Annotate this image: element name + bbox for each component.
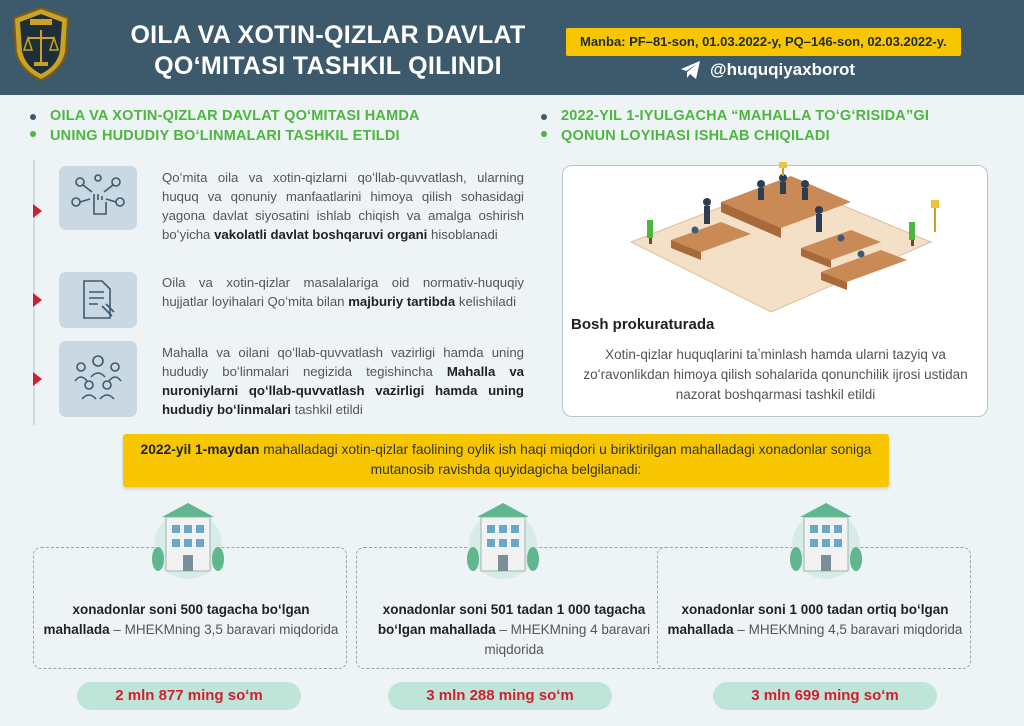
tier-1-bold: xonadonlar soni 500 tagacha boʻlgan mahallada <box>43 602 310 637</box>
apartment-building-icon <box>786 497 866 579</box>
item-1-tail: hisoblanadi <box>427 227 498 242</box>
title-line-2: QOʻMITASI TASHKIL QILINDI <box>154 52 502 80</box>
left-title-bullets <box>30 114 36 137</box>
amount-pill-3: 3 mln 699 ming soʻm <box>713 682 937 710</box>
telegram-icon <box>680 60 702 80</box>
tier-2-bold: xonadonlar soni 501 tadan 1 000 tagacha boʻlgan mahallada <box>377 602 646 637</box>
tier-3-rest: – MHEKMning 4,5 baravari miqdorida <box>733 622 963 637</box>
right-title-line-2: QONUN LOYIHASI ISHLAB CHIQILADI <box>561 128 830 144</box>
timeline-marker <box>33 204 42 218</box>
item-3-bold: Mahalla va nuroniylarni qoʻllab-quvvatlash vazirligi hamda uning hududiy boʻlinmalari <box>162 364 524 417</box>
right-section-title <box>561 106 929 146</box>
item-icon-box <box>59 166 137 230</box>
source-badge: Manba: PF–81-son, 01.03.2022-y, PQ–146-son, 02.03.2022-y. <box>566 28 961 56</box>
item-2-tail: kelishiladi <box>455 294 517 309</box>
bullet-dot <box>30 114 36 120</box>
title-line-1: OILA VA XOTIN-QIZLAR DAVLAT <box>130 21 526 49</box>
hand-network-icon <box>70 172 126 224</box>
tier-1-text <box>38 600 344 640</box>
card-heading: Bosh prokuraturada <box>571 316 715 333</box>
document-stamp-icon <box>78 278 118 322</box>
people-group-icon <box>69 349 127 409</box>
amount-pill-1: 2 mln 877 ming soʻm <box>77 682 301 710</box>
tier-1-rest: – MHEKMning 3,5 baravari miqdorida <box>109 622 339 637</box>
right-title-bullets <box>541 114 547 137</box>
apartment-building-icon <box>463 497 543 579</box>
header <box>0 0 1024 95</box>
left-title-line-1: OILA VA XOTIN-QIZLAR DAVLAT QOʻMITASI HAMDA <box>50 108 420 124</box>
timeline-marker <box>33 372 42 386</box>
apartment-building-icon <box>148 497 228 579</box>
item-text-2 <box>162 273 524 311</box>
tier-2-rest: – MHEKMning 4 baravari miqdorida <box>484 622 651 657</box>
prosecutor-card <box>562 165 988 417</box>
bullet-dot <box>541 114 547 120</box>
item-1-bold: vakolatli davlat boshqaruvi organi <box>214 227 428 242</box>
item-2-bold: majburiy tartibda <box>348 294 456 309</box>
item-icon-box <box>59 341 137 417</box>
item-1-text: Qoʻmita oila va xotin-qizlarni qoʻllab-quvvatlash, ularning huquq va qonuniy manfaatlarini himoya qilish sohasidagi yagona davlat siyosatini ishlab chiqish va amalga oshirish boʻyicha <box>162 170 524 242</box>
item-text-1 <box>162 168 524 244</box>
item-text-3 <box>162 343 524 419</box>
bullet-dot <box>541 131 547 137</box>
courtroom-illustration <box>611 162 941 312</box>
left-title-line-2: UNING HUDUDIY BOʻLINMALARI TASHKIL ETILDI <box>50 128 400 144</box>
timeline-marker <box>33 293 42 307</box>
banner-bold: 2022-yil 1-maydan <box>140 442 260 457</box>
item-2-text: Oila va xotin-qizlar masalalariga oid normativ-huquqiy hujjatlar loyihalari Qoʻmita bilan <box>162 275 524 309</box>
bullet-dot <box>30 131 36 137</box>
page-title <box>88 20 568 82</box>
tier-3-text <box>662 600 968 640</box>
tier-3-bold: xonadonlar soni 1 000 tadan ortiq boʻlgan mahallada <box>667 602 949 637</box>
right-title-line-1: 2022-YIL 1-IYULGACHA “MAHALLA TOʻGʻRISIDA”GI <box>561 108 930 124</box>
telegram-handle: @huquqiyaxborot <box>710 60 856 79</box>
telegram-link[interactable] <box>680 60 855 80</box>
item-icon-box <box>59 272 137 328</box>
emblem-icon <box>10 6 72 82</box>
banner-text: mahalladagi xotin-qizlar faolining oylik ish haqi miqdori u biriktirilgan mahalladagi xonadonlar soniga mutanosib ravishda quyidagicha belgilanadi: <box>259 442 872 477</box>
salary-banner <box>123 434 889 487</box>
item-3-text: Mahalla va oilani qoʻllab-quvvatlash vazirligi hamda uning hududiy boʻlinmalari negizida tegishincha <box>162 345 524 379</box>
amount-pill-2: 3 mln 288 ming soʻm <box>388 682 612 710</box>
item-3-tail: tashkil etildi <box>290 402 363 417</box>
tier-2-text <box>361 600 667 660</box>
left-section-title <box>50 106 420 146</box>
card-text: Xotin-qizlar huquqlarini taʼminlash hamda ularni tazyiq va zoʻravonlikdan himoya qilish sohalarida qonunchilik ijrosi ustidan nazorat boshqarmasi tashkil etildi <box>583 347 968 402</box>
